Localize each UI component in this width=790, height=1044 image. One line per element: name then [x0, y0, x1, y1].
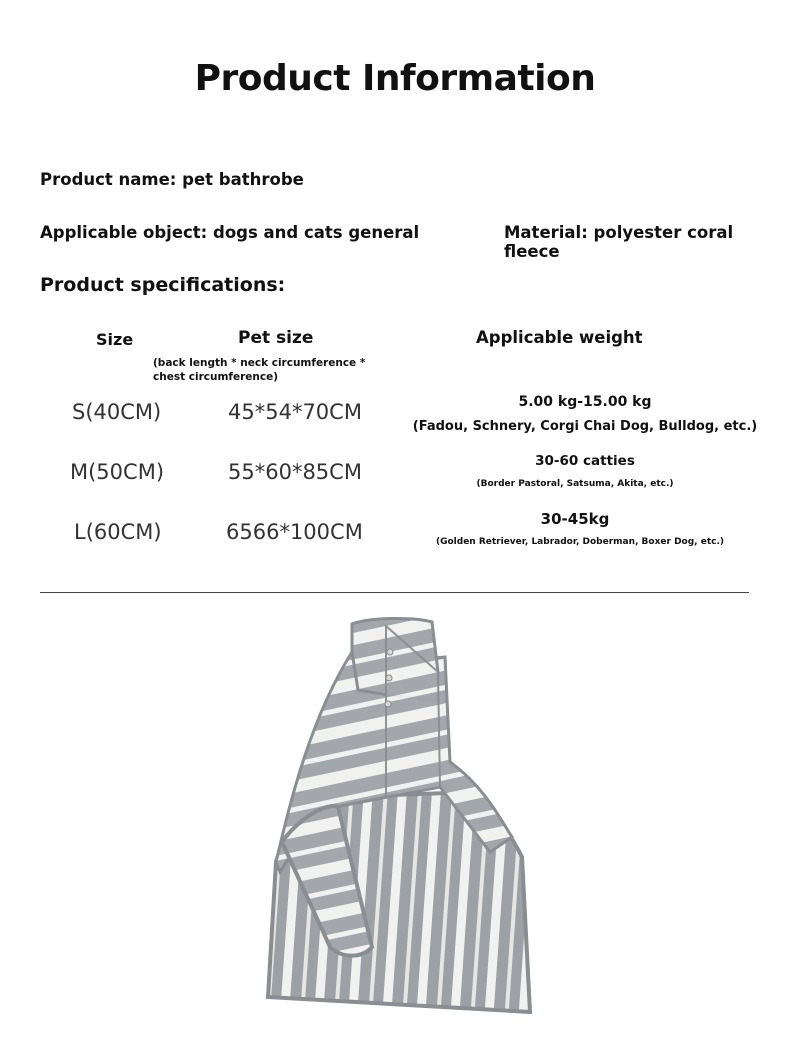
weight-cell: 5.00 kg-15.00 kg	[518, 394, 652, 410]
material: Material: polyester coral fleece	[504, 223, 734, 261]
weight-cell: 30-60 catties	[535, 453, 635, 469]
pet-size-cell: 6566*100CM	[226, 520, 363, 544]
header-pet-size-note: (back length * neck circumference * chest circumference)	[153, 357, 366, 383]
size-cell: M(50CM)	[70, 460, 165, 484]
header-weight: Applicable weight	[476, 328, 643, 347]
bathrobe-product-image	[240, 612, 550, 1022]
breeds-cell: (Fadou, Schnery, Corgi Chai Dog, Bulldog, etc.)	[412, 419, 758, 434]
breeds-cell: (Border Pastoral, Satsuma, Akita, etc.)	[476, 479, 674, 489]
size-cell: S(40CM)	[72, 400, 162, 424]
page-title: Product Information	[194, 58, 596, 99]
applicable-object: Applicable object: dogs and cats general	[40, 223, 420, 242]
pet-size-cell: 45*54*70CM	[228, 400, 362, 424]
product-name: Product name: pet bathrobe	[40, 170, 304, 189]
pet-size-cell: 55*60*85CM	[228, 460, 362, 484]
specs-heading: Product specifications:	[40, 274, 286, 296]
header-pet-size: Pet size	[238, 328, 314, 348]
header-size: Size	[96, 330, 134, 349]
section-divider	[40, 592, 749, 593]
breeds-cell: (Golden Retriever, Labrador, Doberman, Boxer Dog, etc.)	[435, 537, 724, 547]
size-cell: L(60CM)	[74, 520, 162, 544]
weight-cell: 30-45kg	[540, 510, 610, 528]
